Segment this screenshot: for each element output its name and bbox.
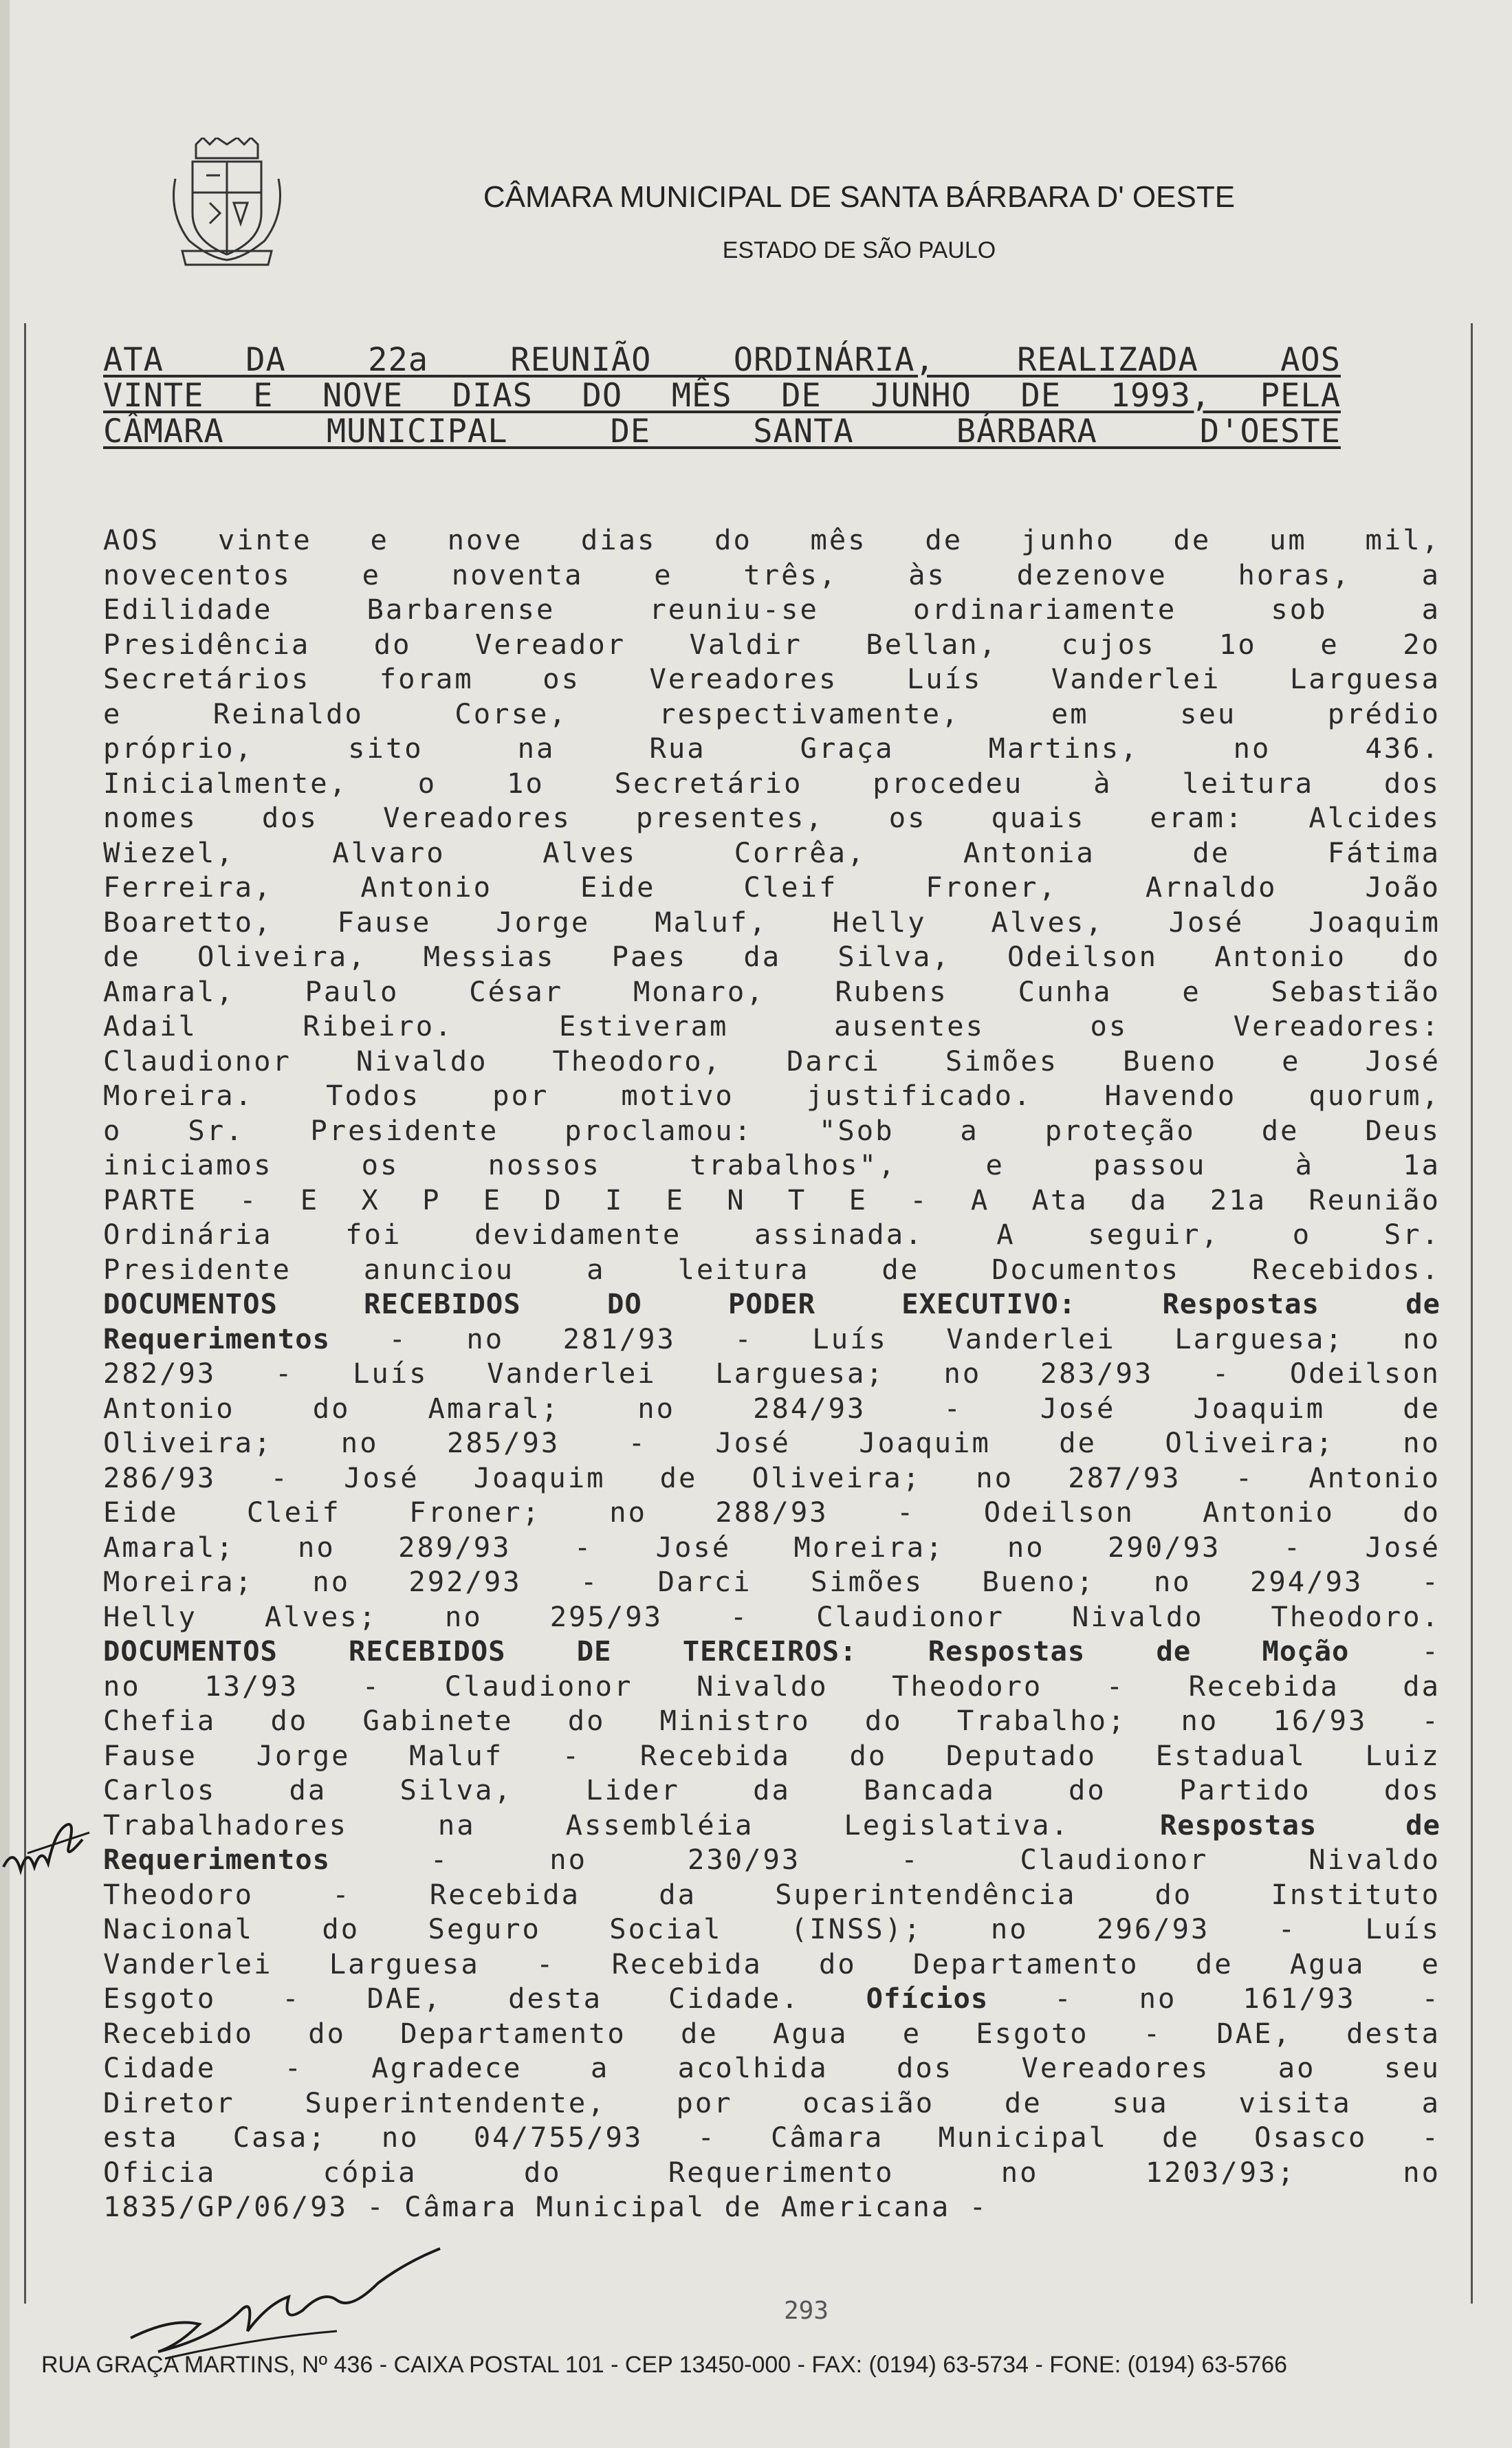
body-line: Secretários foram os Vereadores Luís Vanderlei Larguesa <box>103 662 1440 695</box>
body-line: Adail Ribeiro. Estiveram ausentes os Vereadores: <box>103 1009 1440 1042</box>
body-line: Cidade - Agradece a acolhida dos Vereadores ao seu <box>103 2051 1440 2084</box>
body-line: Ferreira, Antonio Eide Cleif Froner, Arnaldo João <box>103 871 1440 904</box>
body-line: Oficia cópia do Requerimento no 1203/93; no <box>103 2155 1440 2189</box>
body-line: esta Casa; no 04/755/93 - Câmara Municipal de Osasco - <box>103 2121 1440 2154</box>
body-line: Oliveira; no 285/93 - José Joaquim de Oliveira; no <box>103 1426 1440 1459</box>
body-line: Trabalhadores na Assembléia Legislativa. Respostas de <box>103 1808 1440 1842</box>
body-line: Moreira. Todos por motivo justificado. Havendo quorum, <box>103 1079 1440 1112</box>
body-line: novecentos e noventa e três, às dezenove horas, a <box>103 558 1440 591</box>
institution-name: CÂMARA MUNICIPAL DE SANTA BÁRBARA D' OESTE <box>483 180 1236 214</box>
body-line: Edilidade Barbarense reuniu-se ordinariamente sob a <box>103 593 1440 626</box>
body-line: Eide Cleif Froner; no 288/93 - Odeilson Antonio do <box>103 1496 1440 1529</box>
body-line: Fause Jorge Maluf - Recebida do Deputado Estadual Luiz <box>103 1738 1440 1772</box>
body-line: próprio, sito na Rua Graça Martins, no 436. <box>103 732 1440 765</box>
minutes-body <box>103 523 1440 2225</box>
body-line: o Sr. Presidente proclamou: "Sob a proteção de Deus <box>103 1113 1440 1147</box>
body-line: Recebido do Departamento de Agua e Esgoto - DAE, desta <box>103 2016 1440 2050</box>
footer-address: RUA GRAÇA MARTINS, Nº 436 - CAIXA POSTAL 101 - CEP 13450-000 - FAX: (0194) 63-5734 - FONE: (0194) 63-5766 <box>41 2352 1288 2378</box>
body-line: Amaral, Paulo César Monaro, Rubens Cunha e Sebastião <box>103 974 1440 1008</box>
body-line: Nacional do Seguro Social (INSS); no 296/93 - Luís <box>103 1912 1440 1945</box>
body-line: PARTE - E X P E D I E N T E - A Ata da 21a Reunião <box>103 1183 1440 1216</box>
body-line: Amaral; no 289/93 - José Moreira; no 290/93 - José <box>103 1530 1440 1564</box>
title-line: VINTE E NOVE DIAS DO MÊS DE JUNHO DE 1993, PELA <box>103 377 1341 415</box>
body-line: Presidência do Vereador Valdir Bellan, cujos 1o e 2o <box>103 627 1440 661</box>
body-line: DOCUMENTOS RECEBIDOS DE TERCEIROS: Respostas de Moção - <box>103 1635 1440 1668</box>
body-line: Inicialmente, o 1o Secretário procedeu à leitura dos <box>103 766 1440 800</box>
body-line: Boaretto, Fause Jorge Maluf, Helly Alves, José Joaquim <box>103 905 1440 939</box>
body-line: Requerimentos - no 281/93 - Luís Vanderlei Larguesa; no <box>103 1322 1440 1355</box>
body-line: AOS vinte e nove dias do mês de junho de um mil, <box>103 523 1440 556</box>
body-line: nomes dos Vereadores presentes, os quais eram: Alcides <box>103 801 1440 834</box>
body-line: Diretor Superintendente, por ocasião de sua visita a <box>103 2086 1440 2119</box>
title-line: ATA DA 22a REUNIÃO ORDINÁRIA, REALIZADA AOS <box>103 341 1341 379</box>
body-line: Vanderlei Larguesa - Recebida do Departamento de Agua e <box>103 1947 1440 1980</box>
body-line: Wiezel, Alvaro Alves Corrêa, Antonia de Fátima <box>103 835 1440 869</box>
body-line: Presidente anunciou a leitura de Documentos Recebidos. <box>103 1252 1440 1286</box>
handwritten-initials <box>0 1805 96 1888</box>
body-line: 286/93 - José Joaquim de Oliveira; no 287/93 - Antonio <box>103 1461 1440 1494</box>
body-line: Chefia do Gabinete do Ministro do Trabalho; no 16/93 - <box>103 1704 1440 1737</box>
page-number: 293 <box>784 2297 829 2325</box>
body-line: de Oliveira, Messias Paes da Silva, Odeilson Antonio do <box>103 940 1440 973</box>
title-line: CÂMARA MUNICIPAL DE SANTA BÁRBARA D'OESTE <box>103 413 1341 450</box>
body-line: Claudionor Nivaldo Theodoro, Darci Simões Bueno e José <box>103 1044 1440 1078</box>
body-line: no 13/93 - Claudionor Nivaldo Theodoro - Recebida da <box>103 1669 1440 1703</box>
body-line: 282/93 - Luís Vanderlei Larguesa; no 283/93 - Odeilson <box>103 1357 1440 1390</box>
body-line: Moreira; no 292/93 - Darci Simões Bueno; no 294/93 - <box>103 1565 1440 1598</box>
body-line: 1835/GP/06/93 - Câmara Municipal de Americana - <box>103 2190 989 2223</box>
body-line: Esgoto - DAE, desta Cidade. Ofícios - no 161/93 - <box>103 1982 1440 2015</box>
state-name: ESTADO DE SÃO PAULO <box>722 237 996 263</box>
body-line: iniciamos os nossos trabalhos", e passou à 1a <box>103 1148 1440 1181</box>
body-line: e Reinaldo Corse, respectivamente, em seu prédio <box>103 697 1440 730</box>
body-line: Ordinária foi devidamente assinada. A seguir, o Sr. <box>103 1218 1440 1251</box>
scan-edge <box>0 0 10 2448</box>
minutes-title <box>103 342 1341 450</box>
body-line: Theodoro - Recebida da Superintendência do Instituto <box>103 1877 1440 1911</box>
right-margin-rule <box>1471 323 1473 2304</box>
body-line: Helly Alves; no 295/93 - Claudionor Nivaldo Theodoro. <box>103 1599 1440 1633</box>
body-line: Requerimentos - no 230/93 - Claudionor Nivaldo <box>103 1843 1440 1876</box>
body-line: Antonio do Amaral; no 284/93 - José Joaquim de <box>103 1391 1440 1425</box>
left-margin-rule <box>24 323 26 2304</box>
body-line: Carlos da Silva, Lider da Bancada do Partido dos <box>103 1773 1440 1806</box>
body-line: DOCUMENTOS RECEBIDOS DO PODER EXECUTIVO: Respostas de <box>103 1287 1440 1320</box>
